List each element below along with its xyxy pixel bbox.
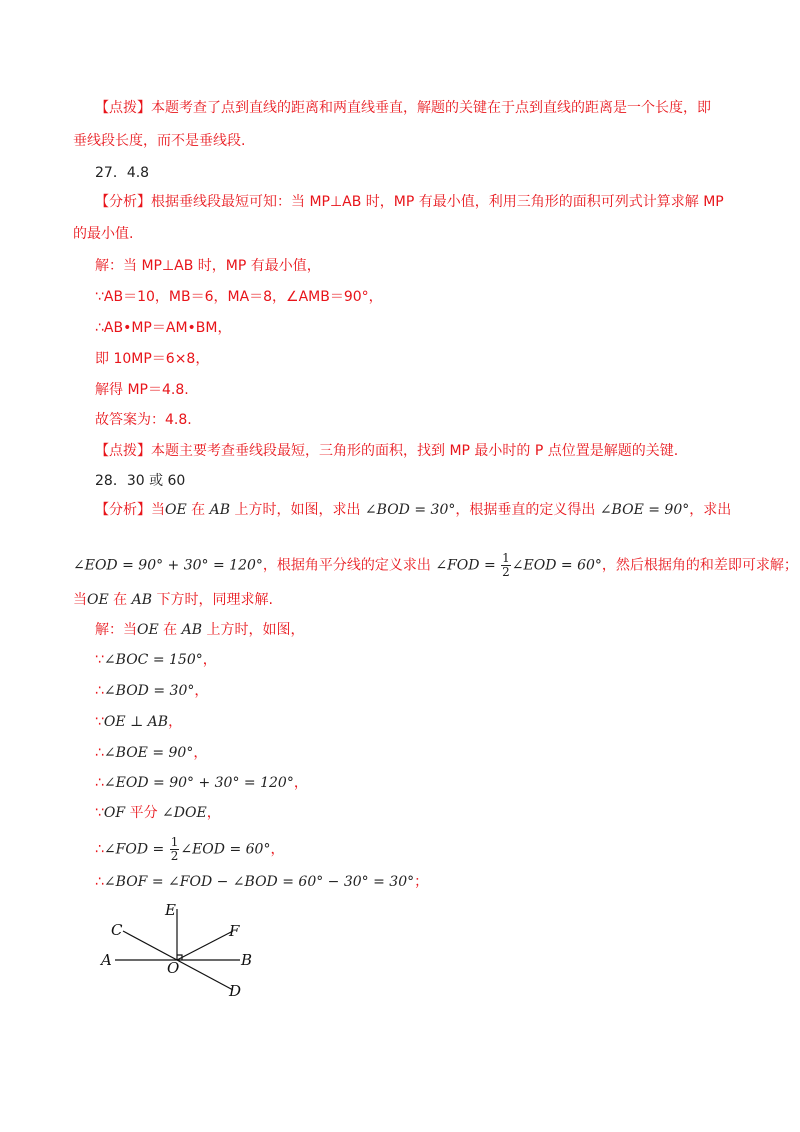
q27-solution-5: 解得 MP＝4.8. <box>95 382 189 398</box>
label-e: E <box>165 901 176 919</box>
ray-of <box>177 931 233 960</box>
q28-analysis-line2: ∠EOD = 90° + 30° = 120°，根据角平分线的定义求出 ∠FOD = $\frac{1}{2}$ ∠EOD = 60°，然后根据角的和差即可求解； <box>73 551 798 579</box>
q28-solution-1: 解：当OE 在 AB 上方时，如图， <box>95 622 305 638</box>
q28-solution-2: ∵∠BOC = 150°， <box>95 652 217 668</box>
q28-solution-3: ∴∠BOD = 30°， <box>95 683 209 699</box>
q28-analysis-line1: 【分析】当OE 在 AB 上方时，如图，求出 ∠BOD = 30°，根据垂直的定义得出 ∠BOE = 90°，求出 <box>95 502 732 518</box>
q28-solution-5: ∴∠BOE = 90°， <box>95 745 208 761</box>
q28-heading: 28．30 或 60 <box>95 473 186 489</box>
q27-solution-2: ∵AB＝10，MB＝6，MA＝8，∠AMB＝90°， <box>95 289 383 305</box>
q28-analysis-line3: 当OE 在 AB 下方时，同理求解. <box>73 592 273 608</box>
label-o: O <box>167 959 180 977</box>
q28-solution-9: ∴∠BOF = ∠FOD − ∠BOD = 60° − 30° = 30°； <box>95 874 429 890</box>
q27-solution-6: 故答案为：4.8. <box>95 412 192 428</box>
label-b: B <box>241 951 253 969</box>
q28-solution-4: ∵OE ⊥ AB， <box>95 714 183 730</box>
q27-analysis-line2: 的最小值. <box>73 226 134 242</box>
fraction-one-half: $\frac{1}{2}$ <box>170 835 179 863</box>
q27-solution-1: 解：当 MP⊥AB 时，MP 有最小值， <box>95 258 321 274</box>
label-f: F <box>229 922 240 940</box>
q26-tip-line2: 垂线段长度，而不是垂线段. <box>73 133 246 149</box>
q27-solution-3: ∴AB•MP＝AM•BM， <box>95 320 232 336</box>
q27-heading: 27．4.8 <box>95 165 150 181</box>
q27-solution-4: 即 10MP＝6×8， <box>95 351 210 367</box>
q27-analysis-line1: 【分析】根据垂线段最短可知：当 MP⊥AB 时，MP 有最小值，利用三角形的面积可列式计算求解 MP <box>95 194 724 210</box>
q28-solution-8: ∴∠FOD = $\frac{1}{2}$ ∠EOD = 60°， <box>95 835 285 863</box>
fraction-one-half: $\frac{1}{2}$ <box>502 551 510 579</box>
q28-solution-6: ∴∠EOD = 90° + 30° = 120°， <box>95 775 308 791</box>
label-a: A <box>101 951 112 969</box>
q26-tip-line1: 【点拨】本题考查了点到直线的距离和两直线垂直，解题的关键在于点到直线的距离是一个长度，即 <box>95 100 711 116</box>
angle-diagram <box>95 895 265 1005</box>
label-d: D <box>229 982 242 1000</box>
label-c: C <box>111 921 123 939</box>
q28-solution-7: ∵OF 平分 ∠DOE， <box>95 805 221 821</box>
q27-tip: 【点拨】本题主要考查垂线段最短，三角形的面积，找到 MP 最小时的 P 点位置是解题的关键. <box>95 443 679 459</box>
tip-label: 【点拨】 <box>95 100 151 116</box>
